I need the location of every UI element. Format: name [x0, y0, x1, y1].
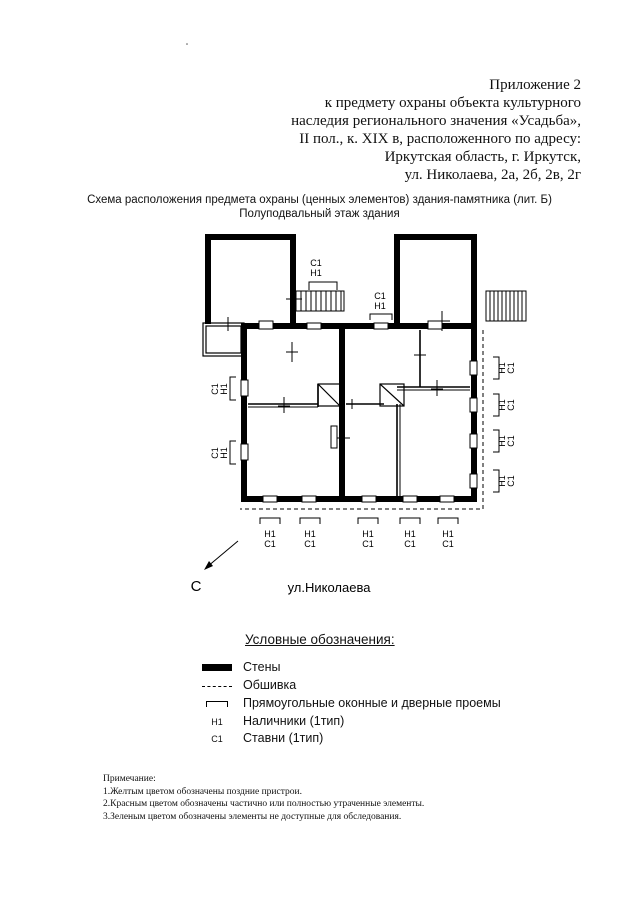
marker-c1: С1 [404, 539, 416, 549]
wall-symbol [200, 660, 234, 676]
marker-h1: Н1 [497, 435, 507, 447]
compass-label: С [190, 578, 202, 595]
scheme-title-line2: Полуподвальный этаж здания [239, 208, 400, 220]
marker-c1: С1 [506, 475, 516, 487]
marker-c1: С1 [362, 539, 374, 549]
marker-h1: Н1 [404, 529, 416, 539]
marker-h1: Н1 [374, 301, 386, 311]
marker-c1: С1 [506, 435, 516, 447]
staircase-right [486, 291, 526, 321]
marker-c1: С1 [442, 539, 454, 549]
appendix-line: II пол., к. XIX в, расположенного по адресу: [299, 131, 581, 147]
street-label: ул.Николаева [287, 580, 371, 595]
notes-title: Примечание: [103, 774, 156, 784]
h1-symbol: Н1 [211, 717, 223, 727]
marker-h1: Н1 [264, 529, 276, 539]
notes [103, 773, 424, 823]
marker-c1: С1 [374, 291, 386, 301]
left-porch [203, 323, 244, 356]
opening-symbol [200, 696, 234, 712]
marker-c1: С1 [210, 383, 220, 395]
marker-h1: Н1 [219, 447, 229, 459]
appendix-line: ул. Николаева, 2а, 2б, 2в, 2г [404, 167, 581, 183]
marker-c1: С1 [506, 399, 516, 411]
marker-h1: Н1 [304, 529, 316, 539]
marker-c1: С1 [310, 258, 322, 268]
marker-h1: Н1 [310, 268, 322, 278]
legend-openings-label: Прямоугольные оконные и дверные проемы [243, 696, 501, 710]
appendix-line: наследия регионального значения «Усадьба», [291, 113, 581, 129]
marker-c1: С1 [210, 447, 220, 459]
marker-c1: С1 [264, 539, 276, 549]
marker-h1: Н1 [497, 362, 507, 374]
cladding-lines [240, 330, 483, 509]
legend-title: Условные обозначения: [245, 632, 395, 647]
appendix-line: Иркутская область, г. Иркутск, [384, 149, 581, 165]
legend-c1 [200, 731, 530, 747]
legend-cladding [200, 678, 530, 694]
legend-c1-label: Ставни (1тип) [243, 731, 324, 745]
window-openings [241, 321, 477, 502]
north-arrow [191, 541, 238, 595]
appendix-line: Приложение 2 [489, 77, 581, 93]
legend-walls [200, 660, 530, 676]
note-item: 1.Желтым цветом обозначены поздние пристрои. [103, 786, 302, 797]
staircase-left [296, 291, 344, 311]
legend-cladding-label: Обшивка [243, 678, 297, 692]
legend-openings [200, 696, 530, 712]
marker-h1: Н1 [497, 399, 507, 411]
marker-h1: Н1 [362, 529, 374, 539]
legend-h1 [200, 714, 530, 730]
note-item: 2.Красным цветом обозначены частично или полностью утраченные элементы. [103, 799, 425, 809]
interior-partitions [248, 330, 470, 496]
c1-symbol: С1 [211, 734, 223, 744]
arrow-head-icon [204, 561, 213, 570]
scheme-title-line1: Схема расположения предмета охраны (ценных элементов) здания-памятника (лит. Б) [87, 194, 552, 206]
stair-boxes [318, 384, 404, 406]
legend-walls-label: Стены [243, 660, 281, 674]
marker-brackets [230, 282, 499, 524]
scan-speck [186, 43, 188, 45]
note-item: 3.Зеленым цветом обозначены элементы не доступные для обследования. [103, 811, 402, 822]
marker-h1: Н1 [442, 529, 454, 539]
cladding-symbol [200, 678, 234, 694]
legend-h1-label: Наличники (1тип) [243, 714, 345, 728]
marker-h1: Н1 [219, 383, 229, 395]
marker-h1: Н1 [497, 475, 507, 487]
marker-c1: С1 [506, 362, 516, 374]
marker-c1: С1 [304, 539, 316, 549]
appendix-line: к предмету охраны объекта культурного [324, 95, 581, 111]
